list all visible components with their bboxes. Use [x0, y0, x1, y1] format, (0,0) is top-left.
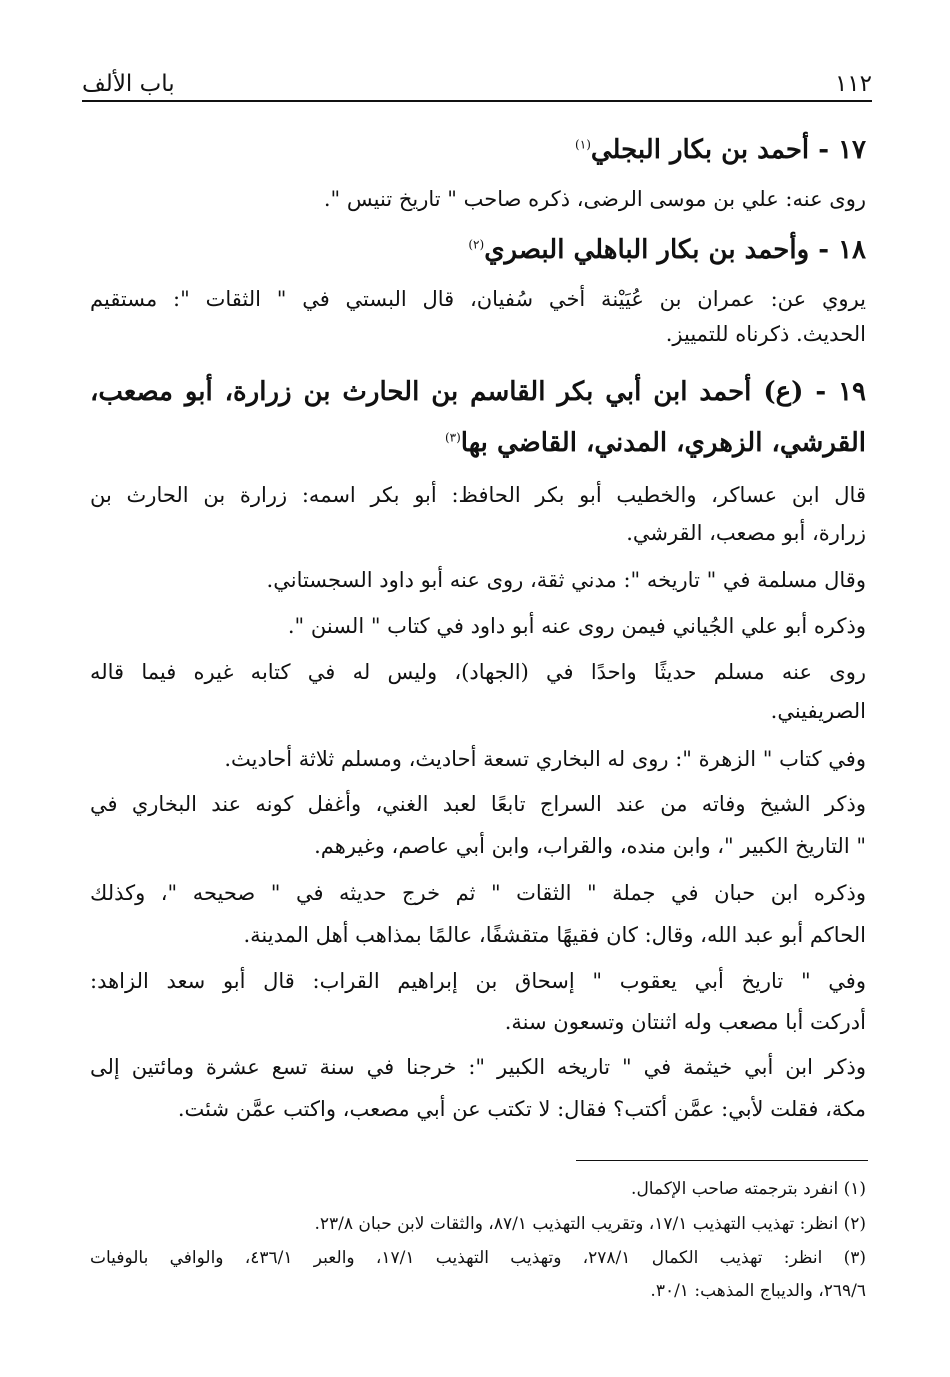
page-number: ١١٢ — [834, 71, 872, 97]
entry-heading-text: ١٧ - أحمد بن بكار البجلي — [590, 135, 866, 165]
footnote-2: (٢) انظر: تهذيب التهذيب ١٧/١، وتقريب التهذيب ٨٧/١، والثقات لابن حبان ٢٣/٨. — [314, 1214, 866, 1234]
body-line: مكة، فقلت لأبي: عمَّن أكتب؟ فقال: لا تكتب عن أبي مصعب، واكتب عمَّن شئت. — [177, 1097, 866, 1121]
body-line: وذكر الشيخ وفاته من عند السراج تابعًا لعبد الغني، وأغفل كونه عند البخاري في — [90, 792, 867, 816]
body-line: روى عنه: علي بن موسى الرضى، ذكره صاحب " تاريخ تنيس ". — [323, 187, 866, 211]
body-line: وفي " تاريخ أبي يعقوب " إسحاق بن إبراهيم القراب: قال أبو سعد الزاهد: — [90, 969, 866, 993]
entry-17-heading — [90, 132, 866, 168]
body-line: الحديث. ذكرناه للتمييز. — [665, 322, 866, 346]
body-line: أدركت أبا مصعب وله اثنتان وتسعون سنة. — [504, 1010, 866, 1034]
body-line: قال ابن عساكر، والخطيب أبو بكر الحافظ: أبو بكر اسمه: زرارة بن الحارث بن — [90, 483, 866, 507]
chapter-title: باب الألف — [82, 71, 175, 97]
body-line: وذكره ابن حبان في جملة " الثقات " ثم خرج حديثه في " صحيحه "، وكذلك — [90, 881, 866, 905]
body-line: " التاريخ الكبير "، وابن منده، والقراب، وابن أبي عاصم، وغيرهم. — [314, 834, 866, 858]
running-header — [82, 58, 872, 96]
body-line: وذكره أبو علي الجُياني فيمن روى عنه أبو داود في كتاب " السنن ". — [287, 614, 866, 638]
entry-heading-text: القرشي، الزهري، المدني، القاضي بها — [460, 428, 866, 458]
entry-18-heading — [90, 232, 866, 268]
header-divider — [82, 100, 872, 102]
body-line: يروي عن: عمران بن عُيَيْنة أخي سُفيان، قال البستي في " الثقات ": مستقيم — [90, 287, 866, 311]
body-line: زرارة، أبو مصعب، القرشي. — [626, 521, 866, 545]
footnote-3: (٣) انظر: تهذيب الكمال ٢٧٨/١، وتهذيب التهذيب ١٧/١، والعبر ٤٣٦/١، والوافي بالوفيات — [90, 1248, 866, 1268]
body-line: وفي كتاب " الزهرة ": روى له البخاري تسعة أحاديث، ومسلم ثلاثة أحاديث. — [224, 747, 866, 771]
footnote-marker: (٢) — [468, 237, 485, 252]
entry-heading-text: ١٨ - وأحمد بن بكار الباهلي البصري — [484, 235, 866, 265]
footnote-marker: (١) — [575, 137, 591, 152]
entry-19-heading-line-2 — [90, 425, 866, 461]
body-line: وذكر ابن أبي خيثمة في " تاريخه الكبير ": خرجنا في سنة تسع عشرة ومائتين إلى — [90, 1055, 866, 1079]
body-line: وقال مسلمة في " تاريخه ": مدني ثقة، روى عنه أبو داود السجستاني. — [266, 568, 866, 592]
footnote-marker: (٣) — [444, 430, 461, 445]
body-line: الصريفيني. — [770, 699, 866, 723]
body-line: الحاكم أبو عبد الله، وقال: كان فقيهًا متقشفًا، عالمًا بمذاهب أهل المدينة. — [243, 923, 866, 947]
footnote-separator — [576, 1160, 868, 1161]
body-line: روى عنه مسلم حديثًا واحدًا في (الجهاد)، وليس له في كتابه غيره فيما قاله — [90, 660, 866, 684]
footnote-1: (١) انفرد بترجمته صاحب الإكمال. — [631, 1179, 866, 1199]
footnote-3-continued: ٢٦٩/٦، والديباج المذهب: ٣٠/١. — [650, 1281, 866, 1301]
entry-19-heading-line-1: ١٩ - (ع) أحمد ابن أبي بكر القاسم بن الحارث بن زرارة، أبو مصعب، — [90, 377, 866, 407]
